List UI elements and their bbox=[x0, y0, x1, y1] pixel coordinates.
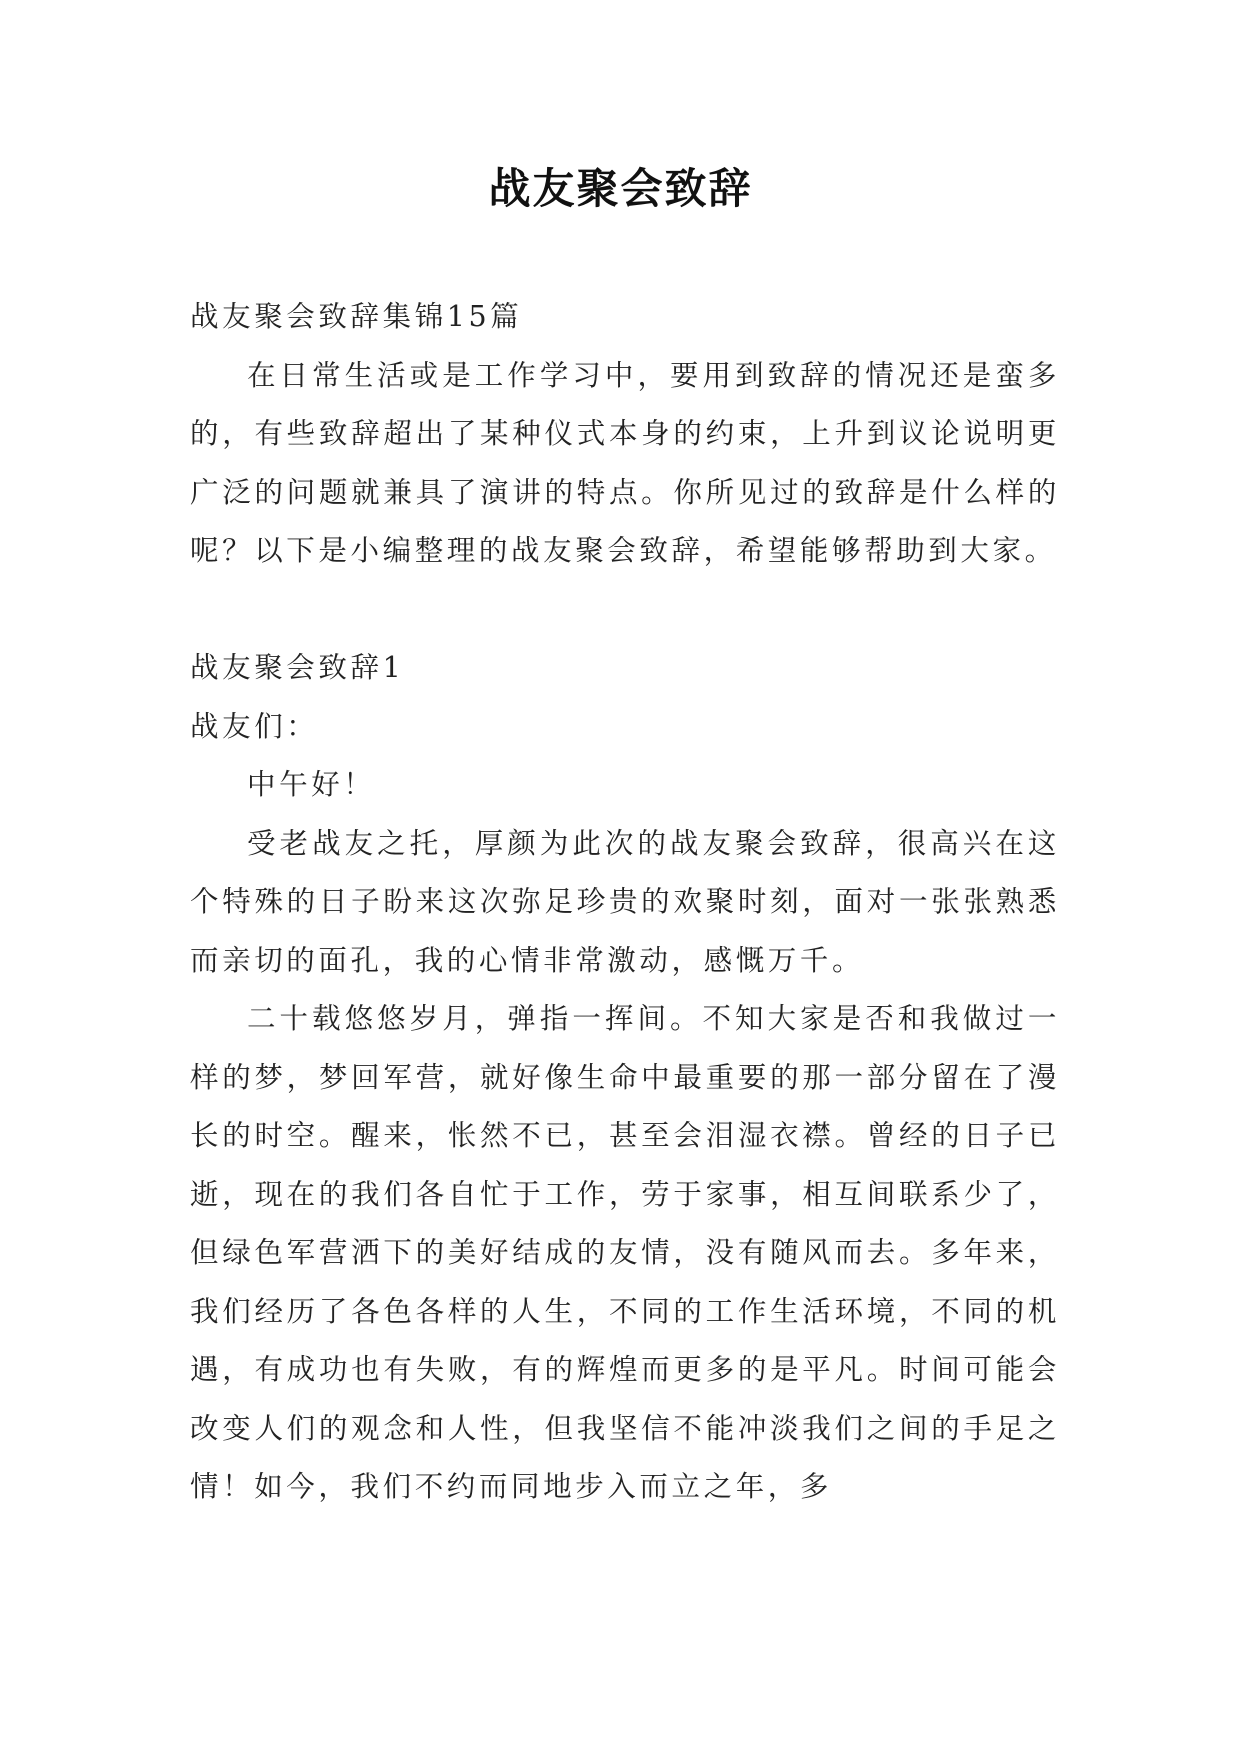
document-body bbox=[190, 288, 1060, 1517]
intro-paragraph: 在日常生活或是工作学习中，要用到致辞的情况还是蛮多的，有些致辞超出了某种仪式本身的约束，上升到议论说明更广泛的问题就兼具了演讲的特点。你所见过的致辞是什么样的呢？以下是小编整理的战友聚会致辞，希望能够帮助到大家。 bbox=[190, 358, 1060, 567]
greeting: 中午好！ bbox=[247, 768, 376, 801]
body-paragraph-1: 受老战友之托，厚颜为此次的战友聚会致辞，很高兴在这个特殊的日子盼来这次弥足珍贵的欢聚时刻，面对一张张熟悉而亲切的面孔，我的心情非常激动，感慨万千。 bbox=[190, 826, 1060, 977]
document-title: 战友聚会致辞 bbox=[488, 164, 753, 213]
body-paragraph-2: 二十载悠悠岁月，弹指一挥间。不知大家是否和我做过一样的梦，梦回军营，就好像生命中最重要的那一部分留在了漫长的时空。醒来，怅然不已，甚至会泪湿衣襟。曾经的日子已逝，现在的我们各自忙于工作，劳于家事，相互间联系少了，但绿色军营洒下的美好结成的友情，没有随风而去。多年来，我们经历了各色各样的人生，不同的工作生活环境，不同的机遇，有成功也有失败，有的辉煌而更多的是平凡。时间可能会改变人们的观念和人性，但我坚信不能冲淡我们之间的手足之情！如今，我们不约而同地步入而立之年，多 bbox=[190, 1002, 1060, 1503]
salutation: 战友们： bbox=[190, 709, 319, 743]
section-heading: 战友聚会致辞1 bbox=[190, 651, 405, 684]
paragraph-spacer bbox=[190, 581, 1060, 640]
collection-subtitle: 战友聚会致辞集锦15篇 bbox=[190, 300, 523, 333]
